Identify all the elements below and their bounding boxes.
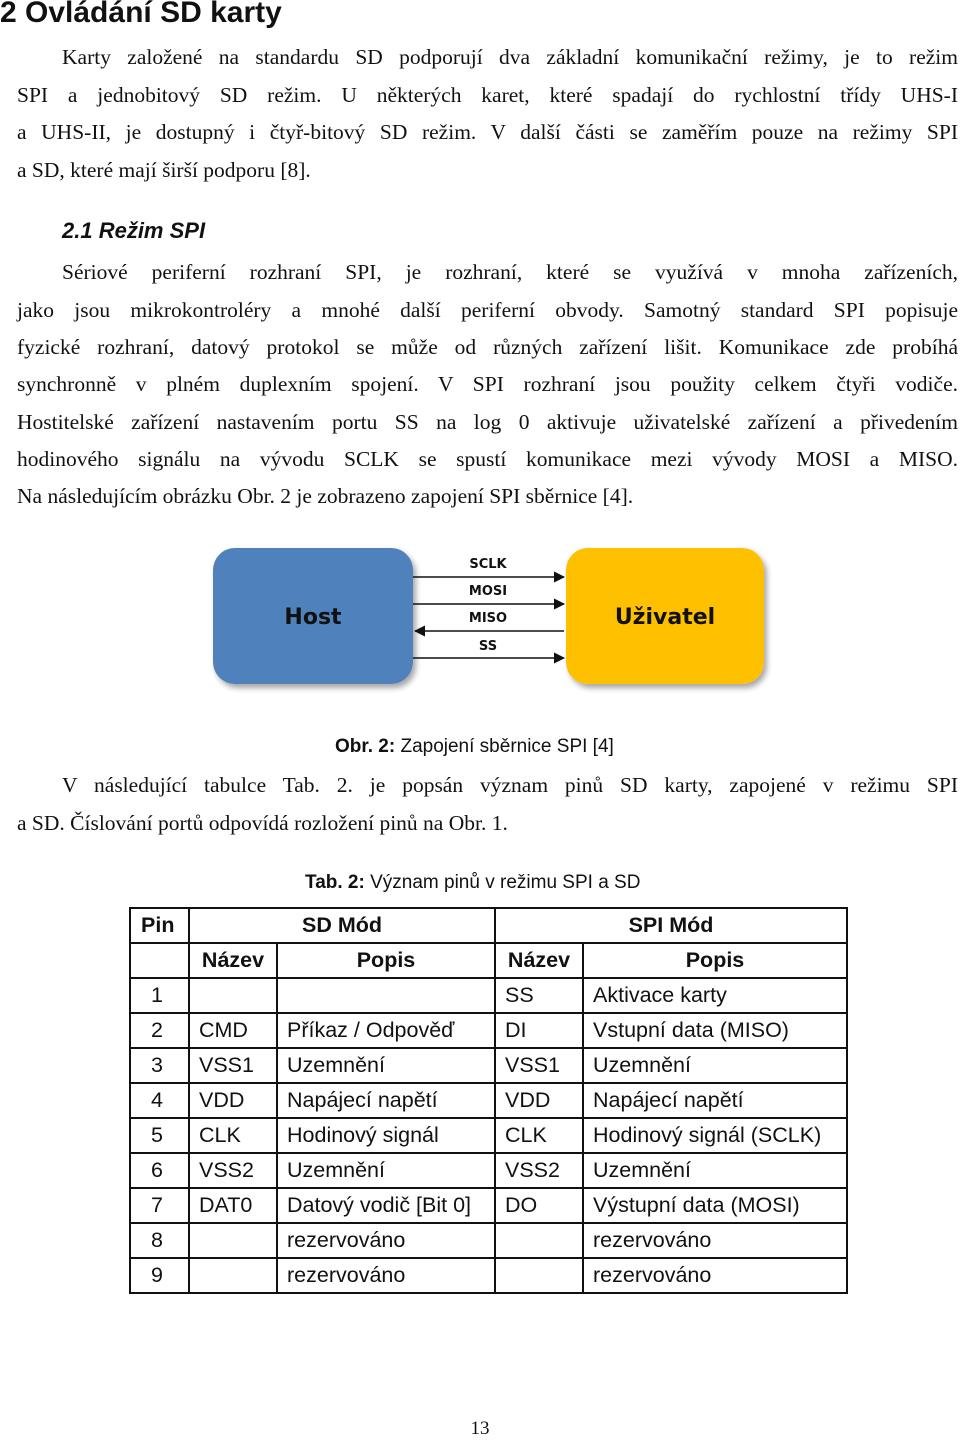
- table-caption-text: Význam pinů v režimu SPI a SD: [364, 872, 641, 893]
- after-line-2: a SD. Číslování portů odpovídá rozložení pinů na Obr. 1.: [17, 811, 508, 835]
- spi-desc: rezervováno: [583, 1258, 847, 1293]
- header-pin: Pin: [130, 908, 189, 943]
- table-row: [130, 1188, 847, 1223]
- sd-desc: Datový vodič [Bit 0]: [277, 1188, 495, 1223]
- sd-desc: Uzemnění: [277, 1048, 495, 1083]
- sd-name: VSS2: [189, 1153, 277, 1188]
- sd-name: [189, 1223, 277, 1258]
- intro-line-1: Karty založené na standardu SD podporují dva základní komunikační režimy, je to režim: [62, 45, 958, 69]
- sd-name: CMD: [189, 1013, 277, 1048]
- sd-name: [189, 1258, 277, 1293]
- spi-name: [495, 1258, 583, 1293]
- sd-name: DAT0: [189, 1188, 277, 1223]
- table-row: [130, 1118, 847, 1153]
- spi-line-2: jako jsou mikrokontroléry a mnohé další periferní obvody. Samotný standard SPI popisuje: [17, 298, 958, 322]
- spi-desc: Hodinový signál (SCLK): [583, 1118, 847, 1153]
- subheader-sd-desc: Popis: [277, 943, 495, 978]
- spi-name: DI: [495, 1013, 583, 1048]
- figure-caption-text: Zapojení sběrnice SPI [4]: [395, 736, 614, 757]
- spi-desc: Výstupní data (MOSI): [583, 1188, 847, 1223]
- after-line-1: V následující tabulce Tab. 2. je popsán význam pinů SD karty, zapojené v režimu SPI: [62, 773, 958, 797]
- pin-number: 9: [130, 1258, 189, 1293]
- signal-label-sclk: SCLK: [469, 557, 507, 572]
- table-caption: [305, 872, 640, 894]
- subheader-empty: [130, 943, 189, 978]
- intro-line-2: SPI a jednobitový SD režim. U některých karet, které spadají do rychlostní třídy UHS-I: [17, 83, 958, 107]
- subheader-spi-desc: Popis: [583, 943, 847, 978]
- spi-line-6: hodinového signálu na vývodu SCLK se spustí komunikace mezi vývody MOSI a MISO.: [17, 447, 958, 471]
- spi-name: VSS2: [495, 1153, 583, 1188]
- pin-number: 5: [130, 1118, 189, 1153]
- header-spi-mode: SPI Mód: [495, 908, 847, 943]
- spi-name: CLK: [495, 1118, 583, 1153]
- table-row: [130, 1258, 847, 1293]
- table-row: [130, 1153, 847, 1188]
- table-subheader-row: [130, 943, 847, 978]
- signal-label-ss: SS: [478, 639, 498, 654]
- table-row: [130, 1223, 847, 1258]
- sd-desc: rezervováno: [277, 1223, 495, 1258]
- subheader-sd-name: Název: [189, 943, 277, 978]
- spi-line-1: Sériové periferní rozhraní SPI, je rozhraní, které se využívá v mnoha zařízeních,: [62, 260, 958, 284]
- section-heading: 2.1 Režim SPI: [62, 218, 206, 243]
- figure-caption-label: Obr. 2:: [335, 736, 396, 757]
- sd-name: VSS1: [189, 1048, 277, 1083]
- intro-line-4: a SD, které mají širší podporu [8].: [17, 158, 311, 182]
- spi-name: DO: [495, 1188, 583, 1223]
- spi-name: [495, 1223, 583, 1258]
- table-row: [130, 978, 847, 1013]
- spi-desc: Uzemnění: [583, 1048, 847, 1083]
- sd-name: CLK: [189, 1118, 277, 1153]
- pin-number: 4: [130, 1083, 189, 1118]
- sd-desc: Uzemnění: [277, 1153, 495, 1188]
- table-header-row: [130, 908, 847, 943]
- pin-table: [129, 907, 848, 1294]
- subheader-spi-name: Název: [495, 943, 583, 978]
- spi-line-3: fyzické rozhraní, datový protokol se může od různých zařízení lišit. Komunikace zde probíhá: [17, 335, 958, 359]
- spi-line-4: synchronně v plném duplexním spojení. V SPI rozhraní jsou použity celkem čtyři vodiče.: [17, 372, 958, 396]
- sd-desc: rezervováno: [277, 1258, 495, 1293]
- sd-desc: [277, 978, 495, 1013]
- page-number: 13: [470, 1418, 490, 1439]
- pin-number: 3: [130, 1048, 189, 1083]
- host-label: Host: [284, 605, 342, 630]
- spi-name: VDD: [495, 1083, 583, 1118]
- table-caption-label: Tab. 2:: [305, 872, 365, 893]
- pin-number: 8: [130, 1223, 189, 1258]
- spi-desc: Uzemnění: [583, 1153, 847, 1188]
- signal-label-mosi: MOSI: [468, 584, 508, 599]
- spi-desc: Vstupní data (MISO): [583, 1013, 847, 1048]
- spi-line-7: Na následujícím obrázku Obr. 2 je zobrazeno zapojení SPI sběrnice [4].: [17, 484, 634, 508]
- sd-name: [189, 978, 277, 1013]
- sd-desc: Příkaz / Odpověď: [277, 1013, 495, 1048]
- sd-desc: Napájecí napětí: [277, 1083, 495, 1118]
- header-sd-mode: SD Mód: [189, 908, 495, 943]
- spi-desc: Napájecí napětí: [583, 1083, 847, 1118]
- pin-number: 2: [130, 1013, 189, 1048]
- table-row: [130, 1083, 847, 1118]
- spi-desc: rezervováno: [583, 1223, 847, 1258]
- intro-line-3: a UHS-II, je dostupný i čtyř-bitový SD režim. V další části se zaměřím pouze na režimy SPI: [17, 120, 958, 144]
- table-row: [130, 1048, 847, 1083]
- chapter-heading: 2 Ovládání SD karty: [0, 0, 282, 29]
- sd-desc: Hodinový signál: [277, 1118, 495, 1153]
- spi-line-5: Hostitelské zařízení nastavením portu SS na log 0 aktivuje uživatelské zařízení a přivedením: [17, 410, 958, 434]
- sd-name: VDD: [189, 1083, 277, 1118]
- spi-name: SS: [495, 978, 583, 1013]
- spi-name: VSS1: [495, 1048, 583, 1083]
- spi-desc: Aktivace karty: [583, 978, 847, 1013]
- figure-caption: [335, 736, 614, 758]
- pin-number: 6: [130, 1153, 189, 1188]
- pin-number: 7: [130, 1188, 189, 1223]
- signal-label-miso: MISO: [468, 611, 508, 626]
- pin-number: 1: [130, 978, 189, 1013]
- spi-bus-diagram: [200, 540, 780, 700]
- table-row: [130, 1013, 847, 1048]
- user-label: Uživatel: [614, 605, 716, 630]
